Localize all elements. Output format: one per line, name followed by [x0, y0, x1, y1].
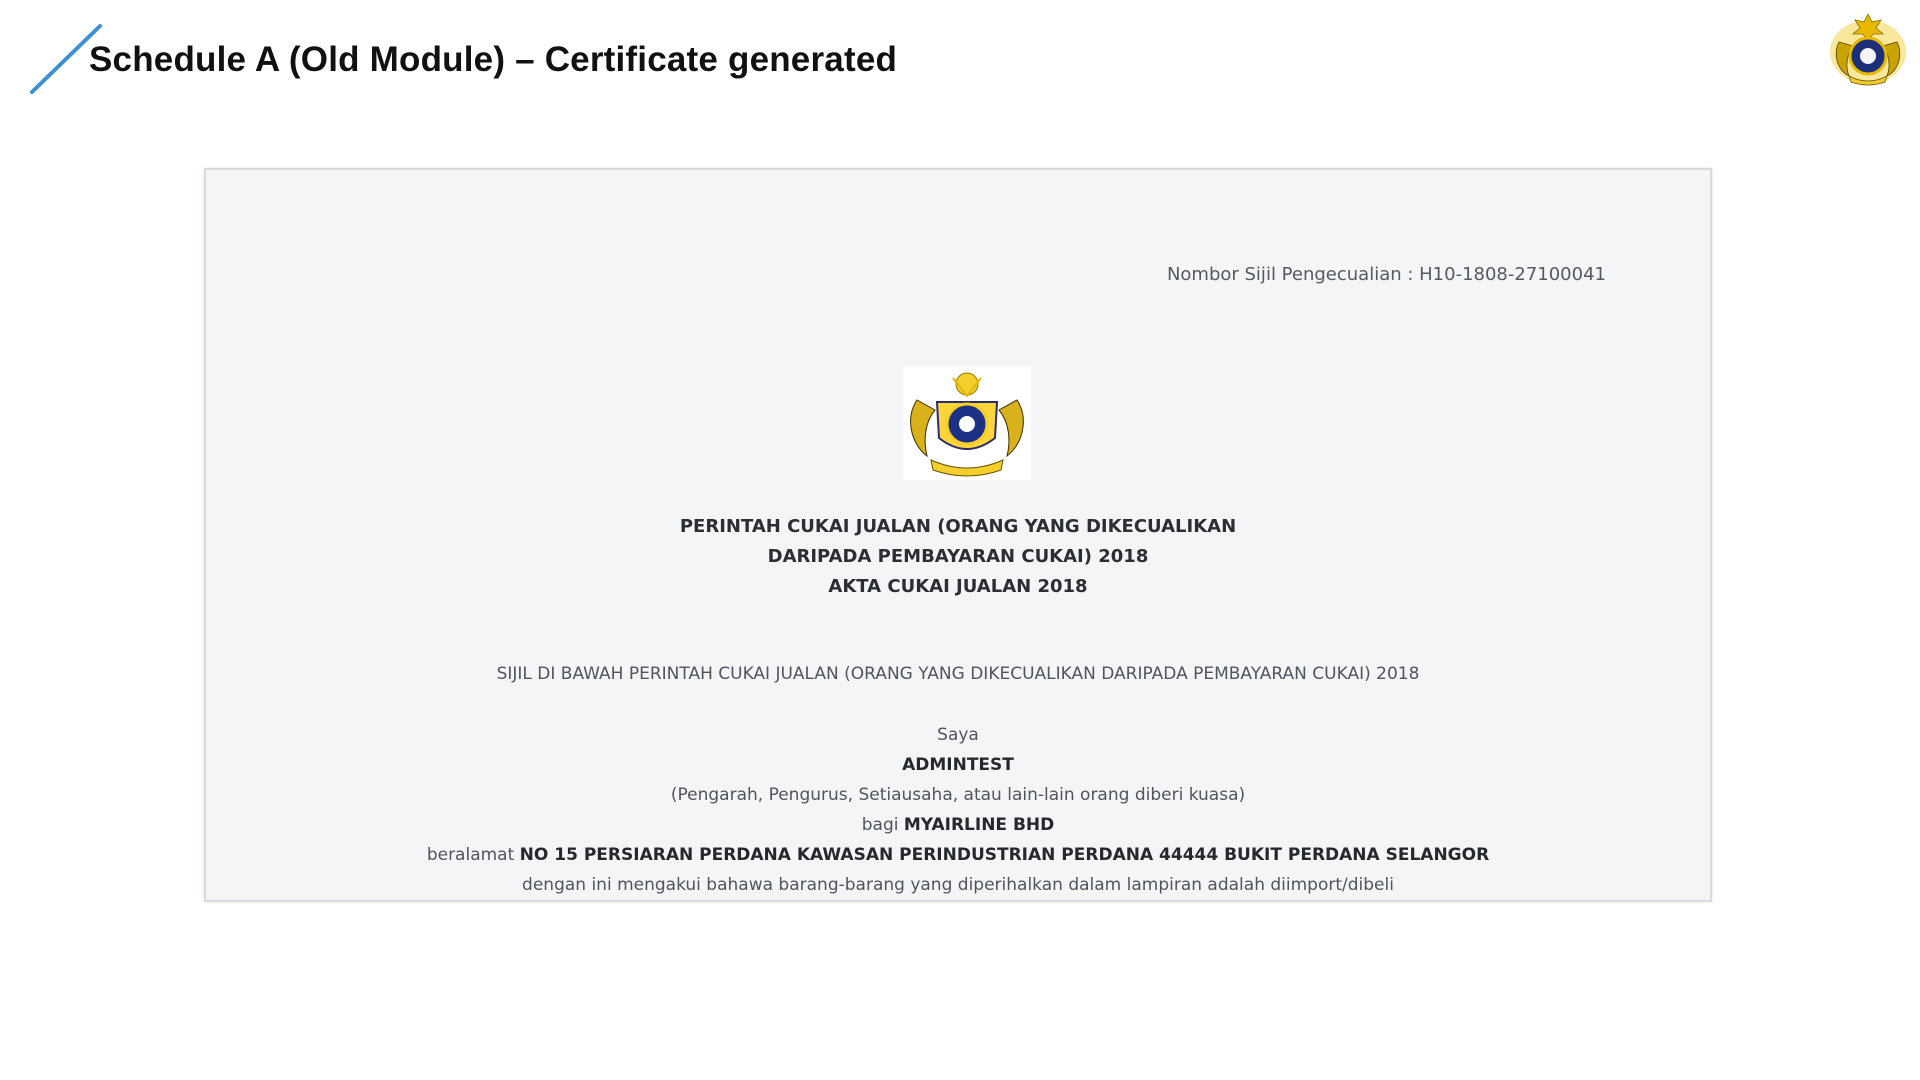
certificate-body	[206, 720, 1710, 900]
company-name: MYAIRLINE BHD	[903, 815, 1055, 835]
saya-text: Saya	[937, 725, 979, 745]
declaration-text: dengan ini mengakui bahawa barang-barang yang diperihalkan dalam lampiran adalah diimport/dibeli	[522, 875, 1394, 895]
royal-customs-crest-icon	[1825, 8, 1911, 88]
malaysia-coat-of-arms-icon	[903, 366, 1031, 480]
slide-title: Schedule A (Old Module) – Certificate generated	[89, 40, 898, 79]
address-label: beralamat	[426, 845, 515, 865]
company-address: NO 15 PERSIARAN PERDANA KAWASAN PERINDUSTRIAN PERDANA 44444 BUKIT PERDANA SELANGOR	[519, 845, 1490, 865]
heading-line-2: DARIPADA PEMBAYARAN CUKAI) 2018	[767, 546, 1149, 567]
bagi-label: bagi	[861, 815, 899, 835]
certificate-heading	[206, 512, 1710, 602]
heading-line-1: PERINTAH CUKAI JUALAN (ORANG YANG DIKECUALIKAN	[679, 516, 1237, 537]
certificate-number: Nombor Sijil Pengecualian : H10-1808-27100041	[1166, 264, 1606, 285]
role-note: (Pengarah, Pengurus, Setiausaha, atau lain-lain orang diberi kuasa)	[670, 785, 1246, 805]
certificate-subheading: SIJIL DI BAWAH PERINTAH CUKAI JUALAN (ORANG YANG DIKECUALIKAN DARIPADA PEMBAYARAN CUKAI) 2018	[496, 664, 1420, 684]
address-line	[206, 840, 1710, 870]
company-line	[206, 810, 1710, 840]
heading-line-3: AKTA CUKAI JUALAN 2018	[828, 576, 1088, 597]
declarant-name: ADMINTEST	[902, 755, 1014, 775]
certificate-screenshot	[204, 168, 1712, 902]
